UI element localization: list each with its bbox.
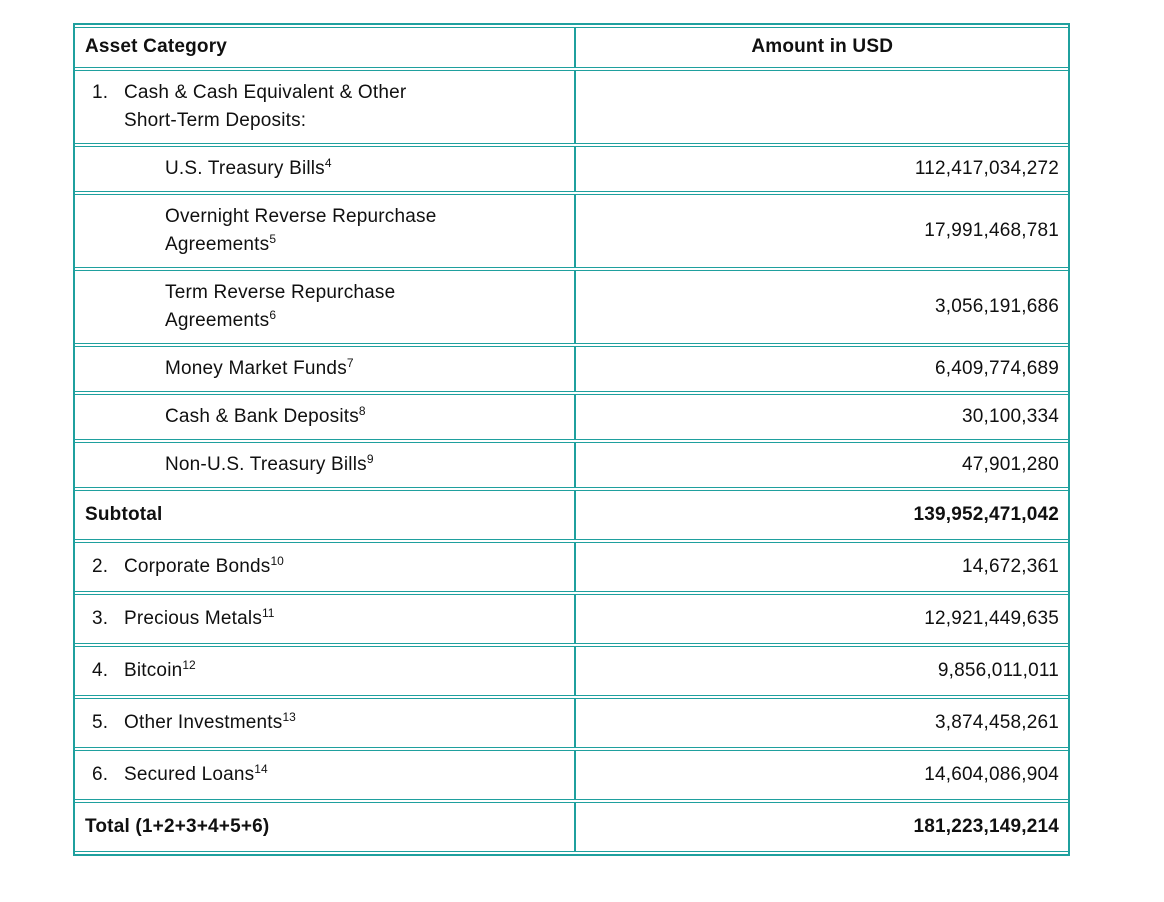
item-number: 3. — [92, 607, 109, 629]
category-label: Secured Loans$^{14}$ — [124, 761, 268, 785]
category-label: Term Reverse Repurchase Agreements$^6$ — [165, 281, 396, 331]
row-subtotal — [75, 490, 1068, 540]
category-cell — [75, 542, 576, 592]
category-cell — [75, 146, 576, 192]
subtotal-amount-cell — [576, 490, 1068, 540]
row-cash-bank-deposits — [75, 394, 1068, 440]
row-total — [75, 802, 1068, 852]
amount-cell — [576, 594, 1068, 644]
category-cell — [75, 270, 576, 344]
amount-cell — [576, 750, 1068, 800]
category-cell — [75, 750, 576, 800]
amount-value: 12,921,449,635 — [924, 607, 1059, 629]
footnote-ref: 13 — [282, 709, 296, 724]
amount-value: 14,604,086,904 — [924, 763, 1059, 785]
assets-table — [75, 25, 1068, 854]
amount-value: 47,901,280 — [962, 453, 1059, 475]
footnote-ref: 14 — [254, 761, 268, 776]
category-label: Cash & Bank Deposits$^8$ — [165, 403, 366, 427]
amount-value: 3,056,191,686 — [935, 295, 1059, 317]
row-non-us-treasury-bills — [75, 442, 1068, 488]
total-amount-cell — [576, 802, 1068, 852]
category-label: Overnight Reverse Repurchase Agreements$^5$ — [165, 205, 437, 255]
footnote-ref: 7 — [346, 355, 354, 370]
category-cell — [75, 194, 576, 268]
row-money-market-funds — [75, 346, 1068, 392]
category-label: Corporate Bonds$^{10}$ — [124, 553, 284, 577]
category-cell — [75, 70, 576, 144]
amount-value: 6,409,774,689 — [935, 357, 1059, 379]
footnote-ref: 12 — [182, 657, 196, 672]
header-amount-usd-label: Amount in USD — [751, 36, 894, 58]
row-term-reverse-repo — [75, 270, 1068, 344]
total-amount: 181,223,149,214 — [913, 815, 1059, 837]
category-cell — [75, 594, 576, 644]
row-bitcoin — [75, 646, 1068, 696]
row-secured-loans — [75, 750, 1068, 800]
total-label: Total (1+2+3+4+5+6) — [85, 815, 270, 837]
amount-value: 30,100,334 — [962, 405, 1059, 427]
header-asset-category — [75, 27, 576, 68]
item-number: 5. — [92, 711, 109, 733]
item-number: 1. — [92, 81, 109, 103]
footnote-ref: 9 — [366, 451, 374, 466]
category-cell — [75, 442, 576, 488]
row-other-investments — [75, 698, 1068, 748]
footnote-ref: 8 — [358, 403, 366, 418]
subtotal-amount: 139,952,471,042 — [913, 503, 1059, 525]
amount-cell — [576, 646, 1068, 696]
category-cell — [75, 346, 576, 392]
amount-value: 14,672,361 — [962, 555, 1059, 577]
footnote-ref: 11 — [262, 605, 275, 620]
amount-cell — [576, 394, 1068, 440]
footnote-ref: 10 — [270, 553, 284, 568]
item-number: 4. — [92, 659, 109, 681]
row-cash-equivalents-group — [75, 70, 1068, 144]
table-header-row — [75, 27, 1068, 68]
amount-cell — [576, 70, 1068, 144]
category-cell — [75, 698, 576, 748]
row-us-treasury-bills — [75, 146, 1068, 192]
category-label: Other Investments$^{13}$ — [124, 709, 296, 733]
subtotal-label-cell — [75, 490, 576, 540]
header-amount-usd — [576, 27, 1068, 68]
category-cell — [75, 394, 576, 440]
item-number: 2. — [92, 555, 109, 577]
amount-cell — [576, 442, 1068, 488]
amount-cell — [576, 194, 1068, 268]
footnote-ref: 6 — [269, 308, 277, 322]
header-asset-category-label: Asset Category — [85, 36, 228, 58]
amount-cell — [576, 698, 1068, 748]
amount-cell — [576, 346, 1068, 392]
amount-cell — [576, 542, 1068, 592]
row-corporate-bonds — [75, 542, 1068, 592]
amount-value: 9,856,011,011 — [937, 659, 1059, 681]
amount-cell — [576, 146, 1068, 192]
category-label: Precious Metals$^{11}$ — [124, 605, 275, 629]
category-label: Money Market Funds$^7$ — [165, 355, 354, 379]
row-precious-metals — [75, 594, 1068, 644]
category-label: Non-U.S. Treasury Bills$^9$ — [165, 451, 374, 475]
amount-value: 17,991,468,781 — [924, 219, 1059, 241]
category-cell — [75, 646, 576, 696]
row-overnight-reverse-repo — [75, 194, 1068, 268]
footnote-ref: 5 — [269, 232, 277, 246]
subtotal-label: Subtotal — [85, 503, 163, 525]
category-label: Cash & Cash Equivalent & Other Short-Term Deposits: — [124, 81, 407, 131]
category-label: Bitcoin$^{12}$ — [124, 657, 196, 681]
amount-value: 112,417,034,272 — [914, 157, 1059, 179]
item-number: 6. — [92, 763, 109, 785]
category-label: U.S. Treasury Bills$^4$ — [165, 155, 332, 179]
assets-table-container — [73, 23, 1070, 856]
footnote-ref: 4 — [324, 155, 332, 170]
total-label-cell — [75, 802, 576, 852]
amount-cell — [576, 270, 1068, 344]
amount-value: 3,874,458,261 — [935, 711, 1059, 733]
